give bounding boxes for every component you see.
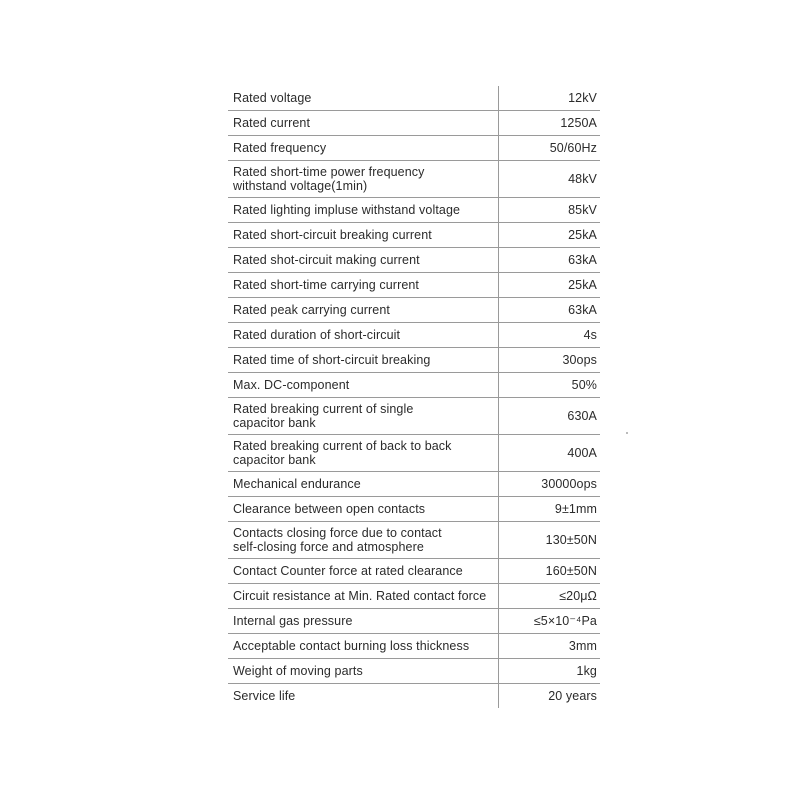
table-row [228,136,600,161]
parameter-value: 25kA [568,228,597,242]
parameter-name: Service life [228,684,499,708]
parameter-name: Rated short-time carrying current [228,273,499,297]
parameter-value: ≤20μΩ [559,589,597,603]
parameter-name: Acceptable contact burning loss thickness [228,634,499,658]
parameter-value: 3mm [568,639,597,653]
table-row [228,398,600,435]
parameter-name: Contacts closing force due to contact self-closing force and atmosphere [228,522,499,558]
parameter-name: Weight of moving parts [228,659,499,683]
parameter-name: Rated short-time power frequency withstand voltage(1min) [228,161,499,197]
parameter-value: 48kV [568,172,597,186]
parameter-value: 400A [567,446,597,460]
parameter-value: 30ops [562,353,597,367]
table-row [228,684,600,708]
table-row [228,323,600,348]
table-row [228,198,600,223]
parameter-value: 130±50N [545,533,597,547]
table-row [228,161,600,198]
parameter-value: 20 years [548,689,597,703]
parameter-name: Max. DC-component [228,373,499,397]
parameter-name: Rated breaking current of single capacitor bank [228,398,499,434]
parameter-value: 160±50N [545,564,597,578]
parameter-value: 4s [583,328,597,342]
parameter-name: Rated short-circuit breaking current [228,223,499,247]
stray-dot [626,432,628,434]
parameter-name: Circuit resistance at Min. Rated contact force [228,584,499,608]
parameter-name: Rated shot-circuit making current [228,248,499,272]
table-row [228,248,600,273]
parameter-value: 63kA [568,253,597,267]
table-row [228,522,600,559]
parameter-value: 30000ops [541,477,597,491]
table-row [228,273,600,298]
table-row [228,609,600,634]
table-row [228,472,600,497]
parameter-name: Rated current [228,111,499,135]
parameter-name: Internal gas pressure [228,609,499,633]
parameter-name: Rated voltage [228,86,499,110]
table-row [228,348,600,373]
parameter-name: Rated breaking current of back to back capacitor bank [228,435,499,471]
parameter-name: Rated peak carrying current [228,298,499,322]
parameter-name: Mechanical endurance [228,472,499,496]
table-row [228,497,600,522]
parameter-name: Contact Counter force at rated clearance [228,559,499,583]
parameter-value: 50/60Hz [549,141,597,155]
table-row [228,373,600,398]
parameter-value: 85kV [568,203,597,217]
spec-table [228,86,600,708]
parameter-name: Rated lighting impluse withstand voltage [228,198,499,222]
table-row [228,86,600,111]
parameter-value: 9±1mm [554,502,597,516]
table-row [228,223,600,248]
table-row [228,559,600,584]
table-row [228,435,600,472]
parameter-value: 1kg [576,664,597,678]
parameter-value: 25kA [568,278,597,292]
table-row [228,584,600,609]
parameter-value: 50% [571,378,597,392]
parameter-value: ≤5×10⁻⁴Pa [533,614,597,628]
parameter-name: Clearance between open contacts [228,497,499,521]
table-row [228,634,600,659]
parameter-value: 1250A [560,116,597,130]
table-row [228,298,600,323]
parameter-value: 12kV [568,91,597,105]
table-row [228,111,600,136]
parameter-value: 63kA [568,303,597,317]
parameter-name: Rated frequency [228,136,499,160]
parameter-name: Rated duration of short-circuit [228,323,499,347]
table-row [228,659,600,684]
parameter-value: 630A [567,409,597,423]
parameter-name: Rated time of short-circuit breaking [228,348,499,372]
